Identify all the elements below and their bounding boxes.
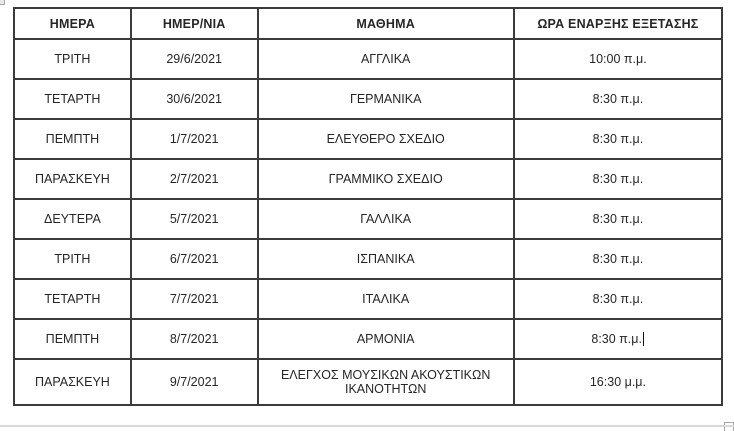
date-cell[interactable] [131, 79, 258, 119]
time-cell-text: 8:30 π.μ. [592, 212, 644, 226]
time-cell[interactable] [514, 319, 722, 359]
day-cell-text: ΤΡΙΤΗ [54, 52, 91, 66]
time-cell[interactable] [514, 159, 722, 199]
day-cell-text: ΤΕΤΑΡΤΗ [44, 92, 101, 106]
time-cell[interactable] [514, 79, 722, 119]
subject-cell-text: ΑΓΓΛΙΚΑ [360, 52, 411, 66]
table-row [14, 79, 722, 119]
date-cell[interactable] [131, 39, 258, 79]
time-cell[interactable] [514, 199, 722, 239]
day-cell-text: ΠΕΜΠΤΗ [45, 132, 100, 146]
time-cell-text: 8:30 π.μ. [592, 92, 644, 106]
time-cell-text: 8:30 π.μ. [592, 172, 644, 186]
day-cell[interactable] [14, 119, 131, 159]
day-cell[interactable] [14, 359, 131, 405]
time-cell-text: 10:00 π.μ. [589, 52, 647, 66]
date-cell[interactable] [131, 119, 258, 159]
subject-cell-text: ΙΣΠΑΝΙΚΑ [356, 252, 415, 266]
date-cell-text: 7/7/2021 [169, 292, 219, 306]
subject-cell-text: ΕΛΕΓΧΟΣ ΜΟΥΣΙΚΩΝ ΑΚΟΥΣΤΙΚΩΝ ΙΚΑΝΟΤΗΤΩΝ [280, 368, 491, 396]
subject-cell-text: ΙΤΑΛΙΚΑ [362, 292, 410, 306]
subject-cell-text: ΑΡΜΟΝΙΑ [356, 332, 415, 346]
table-row [14, 199, 722, 239]
exam-table-body [14, 39, 722, 405]
day-cell[interactable] [14, 319, 131, 359]
subject-cell-text: ΓΑΛΛΙΚΑ [360, 212, 412, 226]
header-day[interactable]: ΗΜΕΡΑ [14, 8, 131, 39]
time-cell-text: 8:30 π.μ. [592, 292, 644, 306]
subject-cell[interactable] [258, 239, 514, 279]
date-cell-text: 1/7/2021 [169, 132, 219, 146]
date-cell-text: 2/7/2021 [169, 172, 219, 186]
time-cell[interactable] [514, 39, 722, 79]
time-cell[interactable] [514, 279, 722, 319]
date-cell-text: 8/7/2021 [169, 332, 219, 346]
day-cell[interactable] [14, 199, 131, 239]
subject-cell[interactable] [258, 159, 514, 199]
date-cell[interactable] [131, 159, 258, 199]
time-cell-text: 8:30 π.μ. [591, 332, 642, 346]
day-cell-text: ΠΑΡΑΣΚΕΥΗ [34, 375, 110, 389]
day-cell[interactable] [14, 159, 131, 199]
table-move-handle-icon[interactable] [0, 0, 5, 5]
table-row [14, 239, 722, 279]
subject-cell[interactable] [258, 319, 514, 359]
date-cell-text: 9/7/2021 [169, 375, 219, 389]
date-cell[interactable] [131, 239, 258, 279]
subject-cell-text: ΓΕΡΜΑΝΙΚΑ [349, 92, 422, 106]
subject-cell-text: ΓΡΑΜΜΙΚΟ ΣΧΕΔΙΟ [328, 172, 443, 186]
subject-cell[interactable] [258, 199, 514, 239]
subject-cell[interactable] [258, 119, 514, 159]
table-row [14, 39, 722, 79]
table-row [14, 359, 722, 405]
table-row [14, 319, 722, 359]
date-cell[interactable] [131, 279, 258, 319]
time-cell-text: 8:30 π.μ. [592, 252, 644, 266]
table-row [14, 159, 722, 199]
header-subject[interactable]: ΜΑΘΗΜΑ [258, 8, 514, 39]
day-cell-text: ΔΕΥΤΕΡΑ [44, 212, 101, 226]
table-row [14, 119, 722, 159]
time-cell[interactable] [514, 239, 722, 279]
time-cell-text: 16:30 μ.μ. [589, 375, 646, 389]
table-header-row [14, 8, 722, 39]
date-cell[interactable] [131, 359, 258, 405]
day-cell[interactable] [14, 39, 131, 79]
time-cell-text: 8:30 π.μ. [592, 132, 644, 146]
time-cell[interactable] [514, 119, 722, 159]
day-cell-text: ΠΕΜΠΤΗ [45, 332, 100, 346]
time-cell[interactable] [514, 359, 722, 405]
day-cell-text: ΠΑΡΑΣΚΕΥΗ [34, 172, 110, 186]
date-cell-text: 5/7/2021 [169, 212, 219, 226]
date-cell-text: 30/6/2021 [166, 92, 222, 106]
header-time[interactable]: ΩΡΑ ΕΝΑΡΞΗΣ ΕΞΕΤΑΣΗΣ [514, 8, 722, 39]
day-cell[interactable] [14, 279, 131, 319]
header-date[interactable]: ΗΜΕΡ/ΝΙΑ [131, 8, 258, 39]
text-cursor [643, 332, 645, 346]
subject-cell[interactable] [258, 79, 514, 119]
subject-cell[interactable] [258, 39, 514, 79]
date-cell[interactable] [131, 199, 258, 239]
day-cell[interactable] [14, 239, 131, 279]
subject-cell[interactable] [258, 359, 514, 405]
exam-schedule-table [13, 7, 723, 406]
date-cell-text: 29/6/2021 [166, 52, 222, 66]
subject-cell[interactable] [258, 279, 514, 319]
day-cell-text: ΤΕΤΑΡΤΗ [44, 292, 101, 306]
day-cell[interactable] [14, 79, 131, 119]
day-cell-text: ΤΡΙΤΗ [54, 252, 91, 266]
page-edge-divider [0, 425, 734, 427]
date-cell-text: 6/7/2021 [169, 252, 219, 266]
table-row [14, 279, 722, 319]
date-cell[interactable] [131, 319, 258, 359]
subject-cell-text: ΕΛΕΥΘΕΡΟ ΣΧΕΔΙΟ [326, 132, 445, 146]
